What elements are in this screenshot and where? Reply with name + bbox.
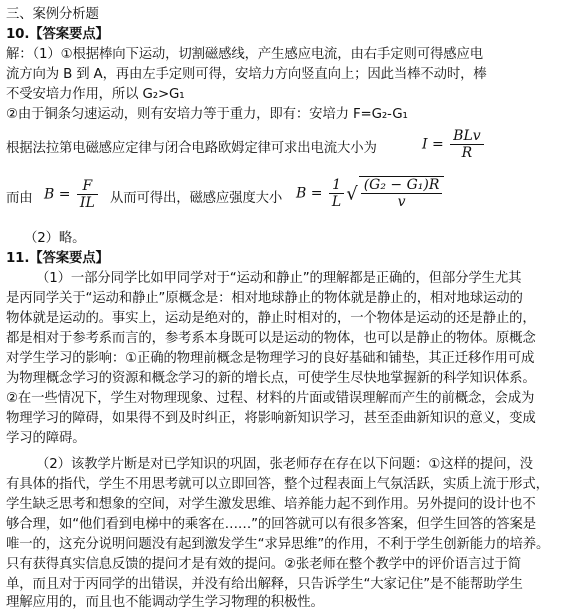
current-formula-lhs: I = — [422, 136, 444, 153]
field-formula-2-radicand-fraction — [361, 177, 443, 210]
field-formula-1-lhs: B = — [44, 186, 71, 203]
field-formula-1 — [44, 178, 100, 211]
q11-line: 学习的障碍。 — [6, 431, 86, 446]
q11-line: 物理学习的障碍，如果得不到及时纠正，将影响新知识学习，甚至歪曲新知识的意义，变成 — [6, 411, 536, 426]
field-formula-2-coef-numerator: 1 — [329, 177, 344, 194]
current-formula-numerator: BLv — [450, 128, 484, 145]
q10-part-2: （2）略。 — [24, 231, 86, 246]
current-formula — [422, 128, 486, 161]
field-formula-2-radicand-denominator: v — [397, 194, 406, 210]
field-formula-1-denominator: IL — [79, 195, 95, 211]
current-formula-fraction — [450, 128, 484, 161]
q10-line-2: 流方向为 B 到 A，再由左手定则可得，安培力方向竖直向上；因此当棒不动时，棒 — [6, 67, 487, 82]
q11-line: ②在一些情况下，学生对物理现象、过程、材料的片面或错误理解而产生的前概念，会成为 — [6, 391, 535, 406]
field-formula-1-numerator: F — [77, 178, 98, 195]
q11-line: 只有获得真实信息反馈的提问才是有效的提问。②张老师在整个教学中的评价语言过于简 — [6, 557, 521, 572]
q10-line-4: ②由于铜条匀速运动，则有安培力等于重力，即有：安培力 F=G₂-G₁ — [6, 107, 408, 122]
q11-line: 学生缺乏思考和想象的空间，对学生激发思维、培养能力起不到作用。另外提问的设计也不 — [6, 497, 536, 512]
q11-line: （1）一部分同学比如甲同学对于“运动和静止”的理解都是正确的，但部分学生尤其 — [36, 271, 522, 286]
field-formula-2-lhs: B = — [296, 185, 323, 202]
q10-heading: 10.【答案要点】 — [6, 27, 109, 42]
field-formula-2-radicand — [359, 176, 445, 210]
q11-line: 唯一的，这充分说明问题没有起到激发学生“求异思维”的作用，不利于学生创新能力的培养。 — [6, 537, 550, 552]
section-title: 三、案例分析题 — [6, 7, 99, 22]
q11-line: 是丙同学关于“运动和静止”原概念是：相对地球静止的物体就是静止的，相对地球运动的 — [6, 291, 523, 306]
q10-line-6-prefix: 而由 — [6, 191, 33, 206]
q11-heading: 11.【答案要点】 — [6, 251, 109, 266]
q11-line: 单，而且对于丙同学的出错误，并没有给出解释，只告诉学生“大家记住”是不能帮助学生 — [6, 577, 523, 592]
q11-line: 对学生学习的影响：①正确的物理前概念是物理学习的良好基础和铺垫，其正迁移作用可成 — [6, 351, 535, 366]
q10-line-5-text: 根据法拉第电磁感应定律与闭合电路欧姆定律可求出电流大小为 — [6, 141, 377, 156]
q11-line: 物体就是运动的。事实上，运动是绝对的，静止时相对的，一个物体是运动的还是静止的， — [6, 311, 536, 326]
field-formula-2-coefficient — [329, 177, 344, 210]
field-formula-2 — [296, 176, 444, 210]
sqrt-icon: √ — [346, 183, 358, 205]
field-formula-2-coef-denominator: L — [331, 194, 342, 210]
q11-line: 理解应用的，而且也不能调动学生学习物理的积极性。 — [6, 595, 324, 610]
q11-line: 为物理概念学习的资源和概念学习的新的增长点，可使学生尽快地掌握新的科学知识体系。 — [6, 371, 536, 386]
q11-line: 有具体的指代，学生不用思考就可以立即回答，整个过程表面上气氛活跃，实质上流于形式， — [6, 477, 549, 492]
q11-line: 够合理，如“他们看到电梯中的乘客在……”的回答就可以有很多答案，但学生回答的答案是 — [6, 517, 536, 532]
q11-line: （2）该教学片断是对已学知识的巩固，张老师存在存在以下问题：①这样的提问，没 — [36, 457, 533, 472]
q10-line-6-text: 从而可得出，磁感应强度大小 — [110, 191, 283, 206]
q11-line: 都是相对于参考系而言的，参考系本身既可以是运动的物体，也可以是静止的物体。原概念 — [6, 331, 536, 346]
field-formula-1-fraction — [77, 178, 98, 211]
current-formula-denominator: R — [461, 145, 473, 161]
field-formula-2-radicand-numerator: (G₂ − G₁)R — [361, 177, 443, 194]
q10-line-1: 解：（1）①根据棒向下运动，切割磁感线，产生感应电流，由右手定则可得感应电 — [6, 47, 483, 62]
q10-line-3: 不受安培力作用，所以 G₂>G₁ — [6, 87, 185, 102]
